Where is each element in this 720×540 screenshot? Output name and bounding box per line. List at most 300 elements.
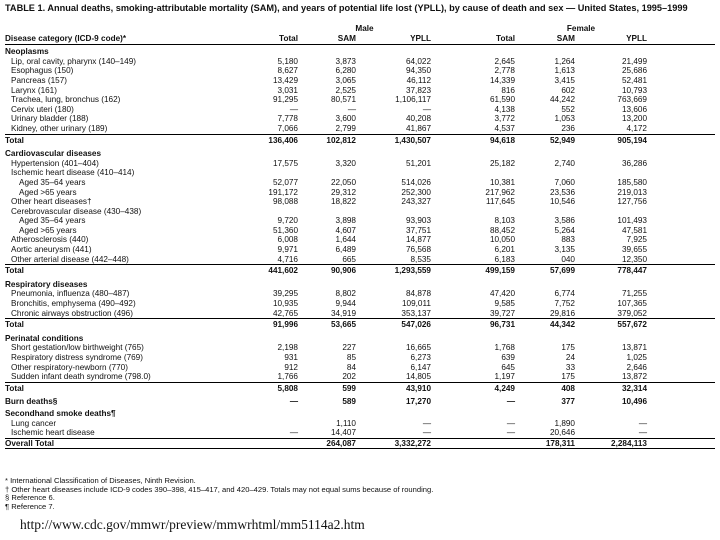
table-row — [5, 168, 715, 178]
cell-value — [298, 45, 356, 57]
cell-value: 1,890 — [554, 418, 575, 428]
header-blank — [647, 24, 715, 34]
cell-value: 24 — [565, 353, 575, 362]
row-label: Total — [5, 319, 190, 332]
cell-value: 6,489 — [335, 245, 356, 255]
table-title: TABLE 1. Annual deaths, smoking-attributable mortality (SAM), and years of potential life lost (YPLL), by cause of death and sex — United States, 1995–1999 — [5, 3, 688, 13]
cell-value — [515, 168, 575, 178]
cell-value: 3,600 — [335, 114, 356, 124]
cell-value: — — [422, 428, 431, 438]
row-label: Overall Total — [5, 438, 190, 449]
header-blank — [5, 24, 190, 34]
cell-value: 3,031 — [277, 85, 298, 95]
header-female-total: Total — [431, 34, 515, 45]
cell-value: 94,618 — [431, 134, 515, 147]
cell-value: 14,339 — [489, 75, 515, 85]
cell-value: 37,751 — [405, 225, 431, 235]
cell-value — [431, 332, 515, 344]
table-row — [5, 105, 715, 115]
cell-value: 13,871 — [621, 343, 647, 353]
header-male-total: Total — [190, 34, 298, 45]
cell-value: 4,138 — [494, 104, 515, 114]
cell-value: — — [422, 104, 431, 114]
footnote: § Reference 6. — [5, 493, 55, 503]
data-table — [5, 24, 715, 449]
row-spacer — [647, 265, 715, 278]
row-spacer — [647, 168, 715, 178]
cell-value — [515, 207, 575, 217]
cell-value: 47,581 — [621, 225, 647, 235]
cell-value: 441,602 — [190, 265, 298, 278]
cell-value: 9,720 — [277, 216, 298, 226]
total-row — [5, 134, 715, 147]
cell-value: 243,327 — [401, 197, 431, 207]
cell-value: 175 — [561, 372, 575, 382]
cell-value: 94,350 — [405, 66, 431, 76]
cell-value: 645 — [501, 362, 515, 372]
cell-value: 185,580 — [617, 177, 647, 187]
cell-value: 14,877 — [405, 235, 431, 245]
cell-value: 6,183 — [494, 254, 515, 264]
cell-value: — — [506, 397, 515, 407]
cell-value: 1,613 — [554, 66, 575, 76]
row-label: Lung cancer — [11, 418, 57, 428]
row-label: Secondhand smoke deaths¶ — [5, 408, 116, 418]
row-spacer — [647, 57, 715, 67]
table-row — [5, 372, 715, 382]
table-row — [5, 216, 715, 226]
cell-value: 3,135 — [554, 245, 575, 255]
cell-value: 905,194 — [575, 134, 647, 147]
cell-value: 41,867 — [405, 123, 431, 133]
cell-value: 52,481 — [621, 75, 647, 85]
row-label: Urinary bladder (188) — [11, 114, 89, 124]
cell-value: 547,026 — [356, 319, 431, 332]
row-label: Short gestation/low birthweight (765) — [11, 343, 144, 353]
header-female-group: Female — [566, 24, 596, 33]
cell-value — [190, 332, 298, 344]
cell-value: 39,727 — [489, 308, 515, 318]
cell-value: — — [638, 418, 647, 428]
cell-value: — — [422, 418, 431, 428]
overall-total-row — [5, 438, 715, 449]
header-female-ypll: YPLL — [575, 34, 647, 45]
cell-value: 2,198 — [277, 343, 298, 353]
cell-value: 47,420 — [489, 289, 515, 299]
total-row — [5, 382, 715, 395]
cell-value: 42,765 — [272, 308, 298, 318]
cell-value: 51,201 — [405, 158, 431, 168]
cell-value: 9,971 — [277, 245, 298, 255]
cell-value: 175 — [561, 343, 575, 353]
table-row — [5, 76, 715, 86]
cell-value: 25,686 — [621, 66, 647, 76]
cell-value — [190, 407, 298, 419]
cell-value: 7,060 — [554, 177, 575, 187]
section-row — [5, 147, 715, 159]
cell-value: — — [506, 418, 515, 428]
row-label: Total — [5, 382, 190, 395]
row-spacer — [647, 319, 715, 332]
cell-value — [190, 438, 298, 449]
cell-value: 10,935 — [272, 299, 298, 309]
cell-value — [575, 168, 647, 178]
cell-value: 37,823 — [405, 85, 431, 95]
cell-value: 101,493 — [617, 216, 647, 226]
cell-value: 57,699 — [515, 265, 575, 278]
cell-value: 17,575 — [272, 158, 298, 168]
cell-value — [190, 419, 298, 429]
cell-value: 16,665 — [405, 343, 431, 353]
row-label: Larynx (161) — [11, 85, 57, 95]
cell-value: 84 — [346, 362, 356, 372]
footnote: ¶ Reference 7. — [5, 501, 55, 511]
cell-value: 61,590 — [489, 95, 515, 105]
cell-value — [356, 168, 431, 178]
row-spacer — [647, 105, 715, 115]
table-row — [5, 207, 715, 217]
row-spacer — [647, 86, 715, 96]
row-label: Perinatal conditions — [5, 333, 84, 343]
cell-value — [515, 45, 575, 57]
cell-value: 107,365 — [617, 299, 647, 309]
cell-value: 88,452 — [489, 225, 515, 235]
cell-value — [298, 407, 356, 419]
cell-value — [356, 207, 431, 217]
cell-value — [515, 407, 575, 419]
cell-value: 191,172 — [268, 187, 298, 197]
cell-value: 227 — [342, 343, 356, 353]
cell-value: 602 — [561, 85, 575, 95]
cell-value — [356, 147, 431, 159]
row-spacer — [647, 278, 715, 290]
table-row — [5, 428, 715, 438]
table-row — [5, 255, 715, 265]
cell-value: 46,112 — [406, 75, 431, 85]
cell-value: 883 — [561, 235, 575, 245]
cell-value: 2,740 — [554, 158, 575, 168]
footnotes — [5, 477, 433, 511]
cell-value: — — [638, 428, 647, 438]
cell-value: 71,255 — [621, 289, 647, 299]
cell-value: 178,311 — [515, 438, 575, 449]
row-label: Aged 35–64 years — [19, 177, 86, 187]
cell-value: 6,147 — [410, 362, 431, 372]
cell-value: 1,197 — [494, 372, 515, 382]
cell-value: 1,766 — [277, 372, 298, 382]
row-label: Aged 35–64 years — [19, 216, 86, 226]
cell-value — [575, 278, 647, 290]
cell-value: 217,962 — [485, 187, 515, 197]
row-label: Esophagus (150) — [11, 66, 74, 76]
header-male-group: Male — [355, 24, 374, 33]
row-label: Ischemic heart disease — [11, 428, 95, 438]
row-spacer — [647, 226, 715, 236]
cell-value: 236 — [561, 123, 575, 133]
cell-value: 639 — [501, 353, 515, 362]
cell-value — [575, 332, 647, 344]
cell-value: 1,644 — [335, 235, 356, 245]
cell-value: 25,182 — [489, 158, 515, 168]
cell-value: 9,944 — [335, 299, 356, 309]
cell-value: 1,264 — [554, 56, 575, 66]
row-label: Pancreas (157) — [11, 75, 67, 85]
cell-value: 14,805 — [405, 372, 431, 382]
cell-value: 117,645 — [486, 197, 515, 207]
cell-value: 379,052 — [617, 308, 647, 318]
table-row — [5, 245, 715, 255]
cell-value: 34,919 — [330, 308, 356, 318]
cell-value: 353,137 — [401, 308, 431, 318]
row-spacer — [647, 353, 715, 363]
cell-value: — — [347, 104, 356, 114]
cell-value: 3,772 — [494, 114, 515, 124]
cell-value: 3,065 — [335, 75, 356, 85]
row-label: Bronchitis, emphysema (490–492) — [11, 299, 136, 309]
row-label: Neoplasms — [5, 47, 49, 57]
cell-value — [190, 168, 298, 178]
cell-value — [190, 207, 298, 217]
cell-value: 665 — [342, 254, 356, 264]
table-row — [5, 188, 715, 198]
cell-value — [431, 147, 515, 159]
cell-value: — — [506, 428, 515, 438]
cell-value: 51,360 — [272, 225, 298, 235]
cell-value: 29,312 — [330, 187, 356, 197]
section-row — [5, 407, 715, 419]
row-spacer — [647, 95, 715, 105]
row-label: Cardiovascular diseases — [5, 149, 102, 159]
row-label: Lip, oral cavity, pharynx (140–149) — [11, 56, 137, 66]
row-label: Sudden infant death syndrome (798.0) — [11, 372, 151, 382]
table-row — [5, 197, 715, 207]
header-blank — [190, 24, 298, 34]
footnote: * International Classification of Diseases, Ninth Revision. — [5, 476, 196, 485]
cell-value: 22,050 — [330, 177, 356, 187]
cell-value: 1,293,559 — [356, 265, 431, 278]
cell-value: 12,350 — [621, 254, 647, 264]
table-row — [5, 226, 715, 236]
cell-value: 13,429 — [272, 75, 298, 85]
cell-value: 763,669 — [617, 95, 647, 105]
section-row — [5, 395, 715, 407]
row-spacer — [647, 382, 715, 395]
cell-value: 91,295 — [272, 95, 298, 105]
row-spacer — [647, 197, 715, 207]
cell-value — [431, 207, 515, 217]
cell-value: 33 — [565, 362, 575, 372]
cell-value: 5,808 — [190, 382, 298, 395]
row-label: Cervix uteri (180) — [11, 104, 74, 114]
cell-value: 816 — [501, 85, 515, 95]
row-spacer — [647, 76, 715, 86]
cell-value: 6,774 — [554, 289, 575, 299]
cell-value: — — [289, 104, 298, 114]
cell-value: 80,571 — [330, 95, 356, 105]
cell-value: 040 — [561, 254, 575, 264]
row-spacer — [647, 207, 715, 217]
cell-value: 408 — [515, 382, 575, 395]
cell-value: 91,996 — [190, 319, 298, 332]
cell-value: 778,447 — [575, 265, 647, 278]
cell-value — [190, 147, 298, 159]
header-blank — [431, 24, 515, 34]
cell-value — [356, 278, 431, 290]
cell-value: 39,295 — [272, 289, 298, 299]
cell-value — [431, 438, 515, 449]
cell-value: 14,407 — [330, 428, 356, 438]
cell-value — [356, 407, 431, 419]
cell-value: 10,546 — [549, 197, 575, 207]
row-label: Pneumonia, influenza (480–487) — [11, 289, 130, 299]
section-row — [5, 278, 715, 290]
cell-value: — — [289, 428, 298, 438]
row-spacer — [647, 343, 715, 353]
cell-value: 20,646 — [549, 428, 575, 438]
cell-value: 3,415 — [554, 75, 575, 85]
cell-value: 52,077 — [272, 177, 298, 187]
cell-value: 39,655 — [621, 245, 647, 255]
table-row — [5, 289, 715, 299]
cell-value: 3,332,272 — [356, 438, 431, 449]
cell-value: 3,586 — [554, 216, 575, 226]
cell-value — [298, 278, 356, 290]
row-spacer — [647, 66, 715, 76]
row-spacer — [647, 395, 715, 407]
cell-value: 202 — [342, 372, 356, 382]
cell-value: 2,645 — [494, 56, 515, 66]
row-label: Hypertension (401–404) — [11, 158, 99, 168]
cell-value — [356, 45, 431, 57]
row-label: Trachea, lung, bronchus (162) — [11, 95, 121, 105]
cell-value: 136,406 — [190, 134, 298, 147]
cell-value: 43,910 — [356, 382, 431, 395]
row-label: Cerebrovascular disease (430–438) — [11, 206, 142, 216]
cell-value — [575, 207, 647, 217]
cell-value — [298, 332, 356, 344]
cell-value: 6,201 — [494, 245, 515, 255]
cell-value: 1,768 — [494, 343, 515, 353]
cell-value: 6,273 — [410, 353, 431, 362]
table-row — [5, 159, 715, 169]
cell-value: 90,906 — [298, 265, 356, 278]
cell-value: 4,537 — [494, 123, 515, 133]
cell-value: 7,925 — [626, 235, 647, 245]
table-row — [5, 178, 715, 188]
cell-value: 1,106,117 — [395, 95, 431, 105]
cell-value: 2,778 — [494, 66, 515, 76]
cell-value: 21,499 — [621, 56, 647, 66]
section-row — [5, 332, 715, 344]
row-spacer — [647, 235, 715, 245]
row-spacer — [647, 419, 715, 429]
row-spacer — [647, 407, 715, 419]
row-spacer — [647, 428, 715, 438]
cell-value — [190, 45, 298, 57]
cell-value: 23,536 — [549, 187, 575, 197]
cell-value: 102,812 — [298, 134, 356, 147]
cell-value: 1,025 — [626, 353, 647, 362]
table-row — [5, 86, 715, 96]
cell-value — [298, 168, 356, 178]
total-row — [5, 319, 715, 332]
row-spacer — [647, 245, 715, 255]
cell-value: 13,872 — [621, 372, 647, 382]
section-row — [5, 45, 715, 57]
row-spacer — [647, 159, 715, 169]
cell-value: 93,903 — [405, 216, 431, 226]
cell-value: 6,008 — [277, 235, 298, 245]
cell-value: 252,300 — [401, 187, 431, 197]
cell-value: 40,208 — [405, 114, 431, 124]
cell-value: 76,568 — [405, 245, 431, 255]
row-label: Aortic aneurysm (441) — [11, 245, 92, 255]
row-label: Aged >65 years — [19, 187, 77, 197]
cell-value: 98,088 — [272, 197, 298, 207]
row-label: Other respiratory-newborn (770) — [11, 362, 128, 372]
cell-value: 85 — [346, 353, 356, 362]
cell-value: 8,802 — [335, 289, 356, 299]
cell-value: 10,381 — [489, 177, 515, 187]
cell-value: 264,087 — [298, 438, 356, 449]
cell-value: 13,200 — [621, 114, 647, 124]
cell-value — [431, 407, 515, 419]
cell-value: 3,873 — [335, 56, 356, 66]
row-spacer — [647, 363, 715, 373]
row-spacer — [647, 255, 715, 265]
cell-value: 7,778 — [277, 114, 298, 124]
row-spacer — [647, 216, 715, 226]
footnote: † Other heart diseases include ICD-9 codes 390–398, 415–417, and 420–429. Totals may not equal sums because of rounding. — [5, 484, 434, 494]
cell-value: 10,050 — [489, 235, 515, 245]
row-spacer — [647, 134, 715, 147]
cell-value — [431, 168, 515, 178]
cell-value: 7,752 — [554, 299, 575, 309]
row-label: Kidney, other urinary (189) — [11, 123, 108, 133]
table-row — [5, 363, 715, 373]
table-row — [5, 353, 715, 363]
cell-value — [575, 407, 647, 419]
table-row — [5, 235, 715, 245]
row-spacer — [647, 332, 715, 344]
cell-value: 5,264 — [554, 225, 575, 235]
table-row — [5, 66, 715, 76]
cell-value: 8,535 — [410, 254, 431, 264]
cell-value: 18,822 — [330, 197, 356, 207]
cell-value — [356, 332, 431, 344]
cell-value: 44,242 — [549, 95, 575, 105]
source-url[interactable]: http://www.cdc.gov/mmwr/preview/mmwrhtml/mm5114a2.htm — [20, 517, 365, 532]
cell-value: 96,731 — [431, 319, 515, 332]
cell-value: 44,342 — [515, 319, 575, 332]
cell-value: 1,110 — [336, 418, 356, 428]
table-row — [5, 95, 715, 105]
cell-value: 10,496 — [621, 397, 647, 407]
row-spacer — [647, 45, 715, 57]
cell-value: 17,270 — [405, 397, 431, 407]
row-spacer — [647, 178, 715, 188]
table-row — [5, 309, 715, 319]
cell-value — [298, 147, 356, 159]
cell-value: 912 — [284, 362, 298, 372]
cell-value: 599 — [298, 382, 356, 395]
cell-value: 2,525 — [335, 85, 356, 95]
row-spacer — [647, 124, 715, 134]
row-spacer — [647, 114, 715, 124]
row-label: Respiratory distress syndrome (769) — [11, 353, 143, 362]
cell-value: 4,249 — [431, 382, 515, 395]
cell-value: 589 — [342, 397, 356, 407]
